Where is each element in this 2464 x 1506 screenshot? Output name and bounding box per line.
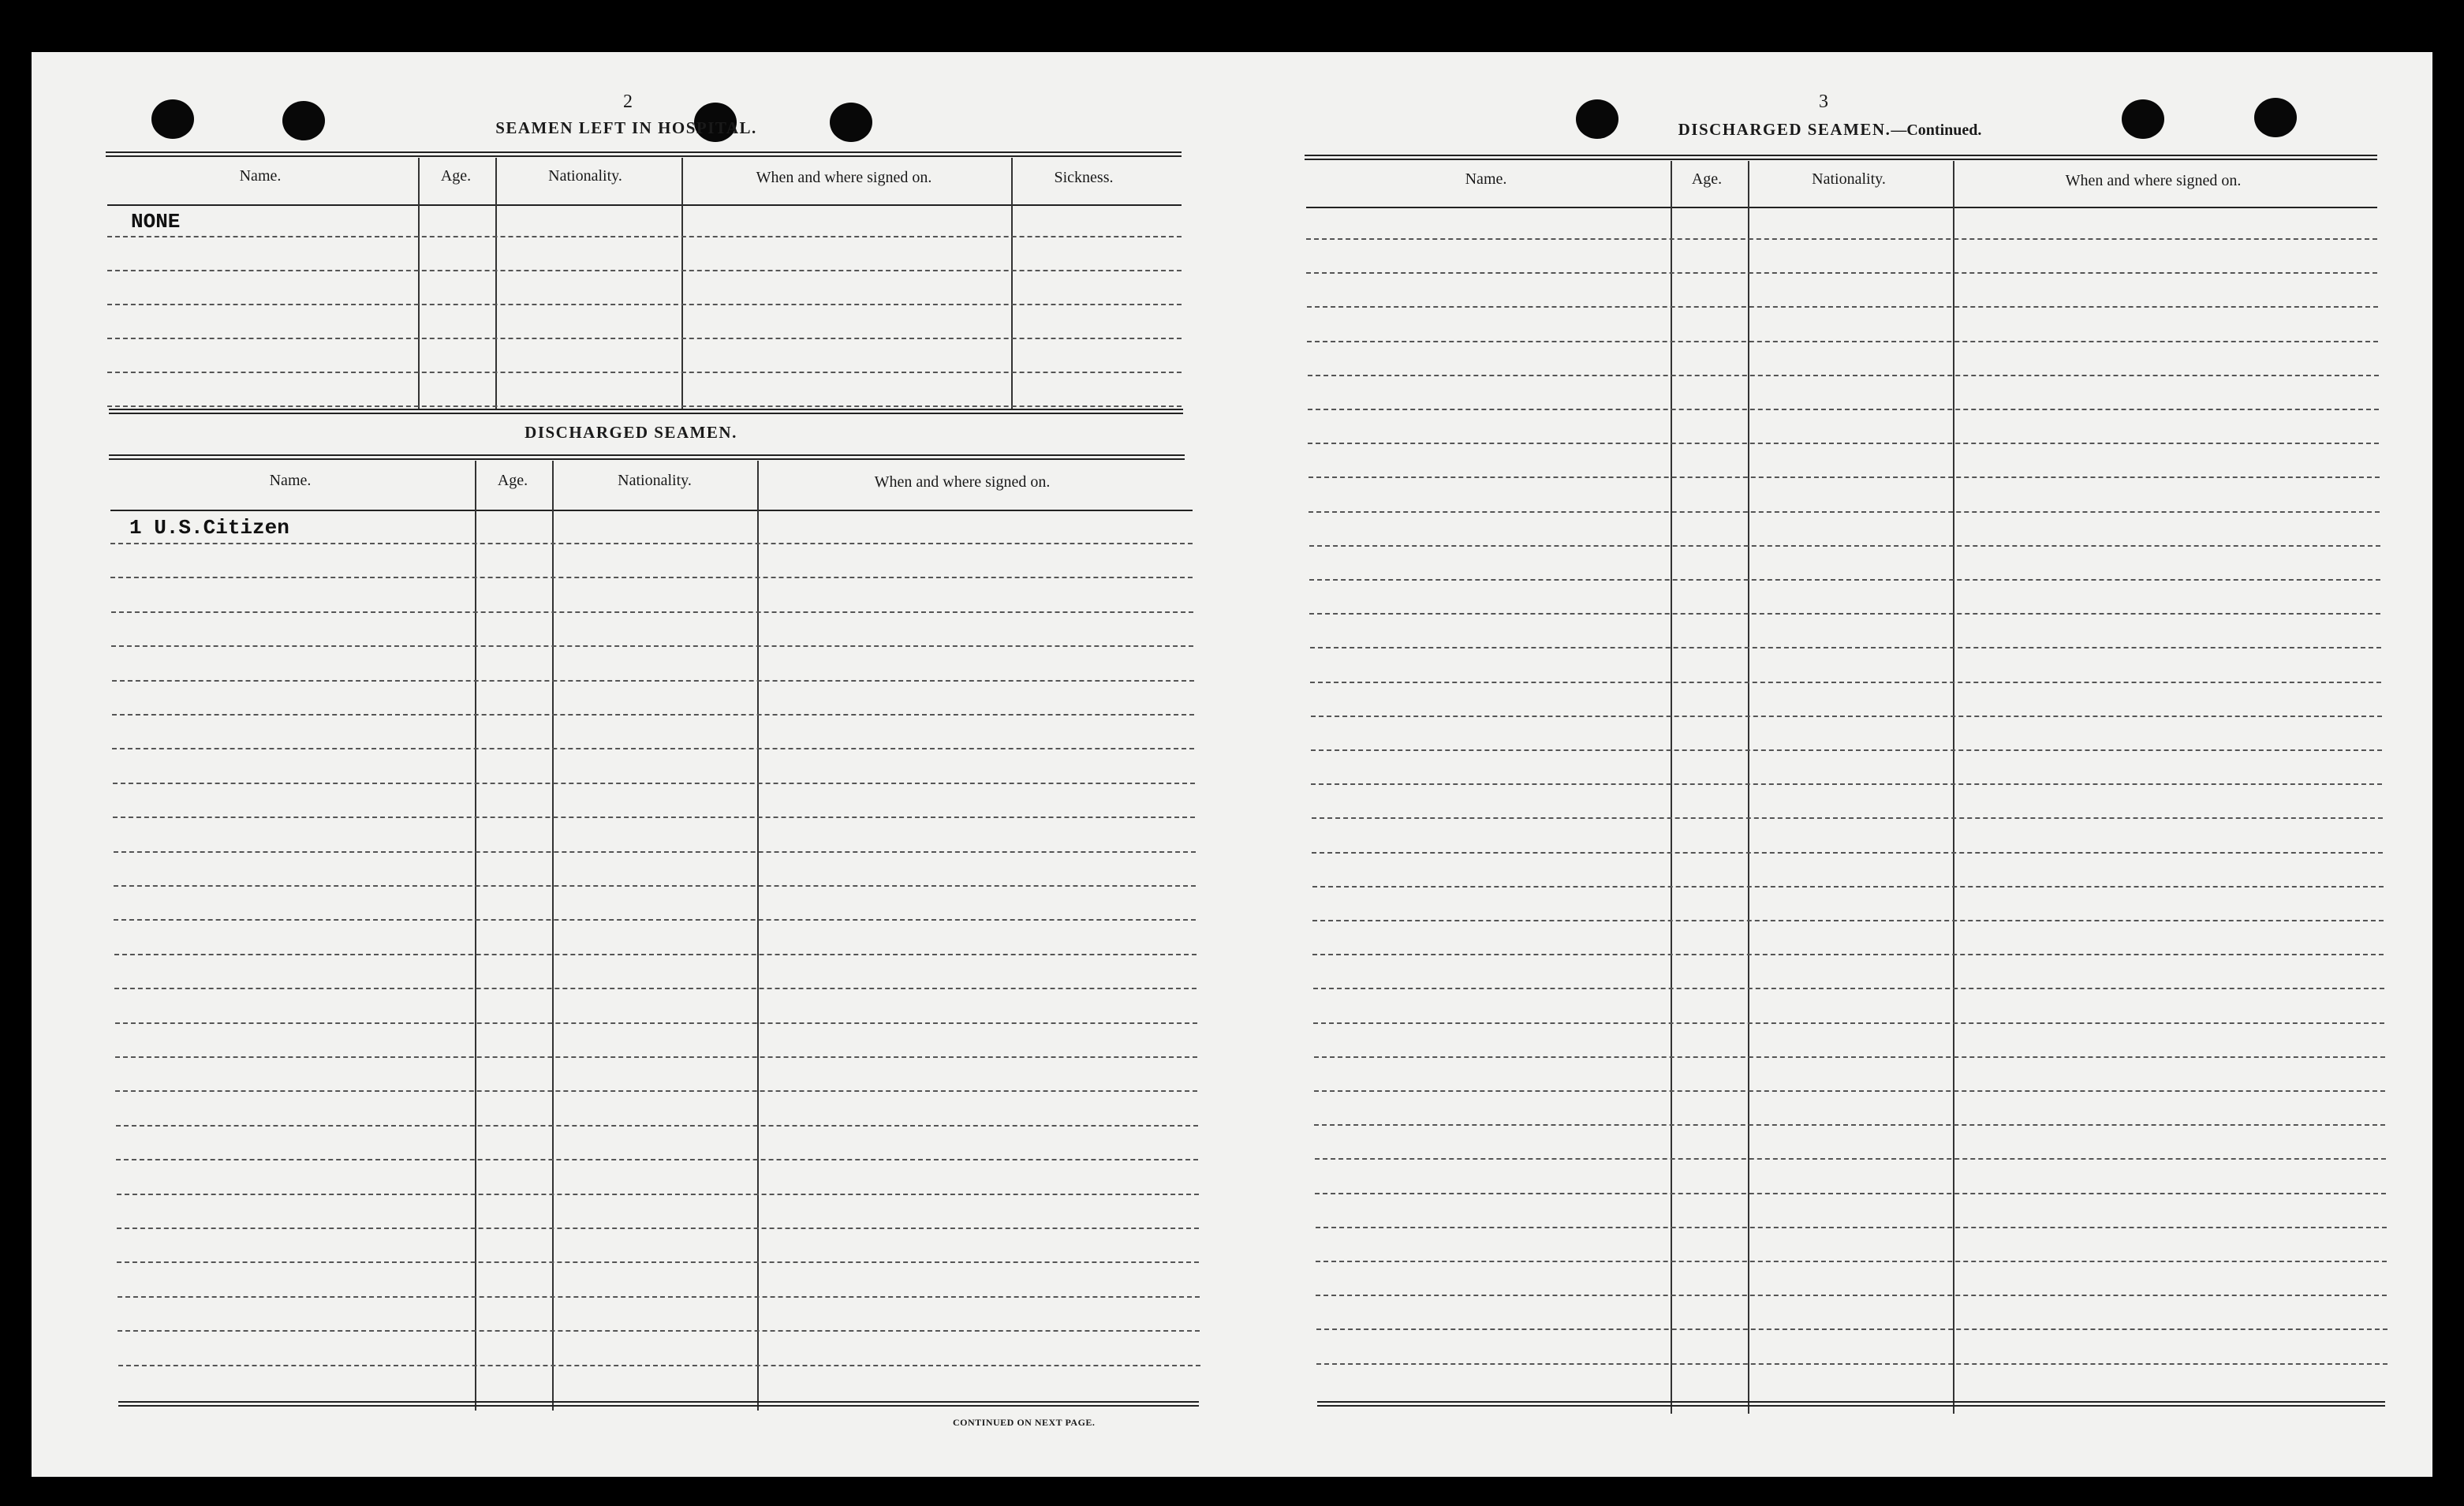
discharged-col-nationality: Nationality. <box>618 472 692 489</box>
discharged-header-rule <box>110 510 1193 511</box>
right-bottom-rule <box>1317 1401 2385 1407</box>
discharged-bottom-rule <box>118 1401 1199 1407</box>
right-col-nationality: Nationality. <box>1812 170 1886 188</box>
ruled-row-line <box>115 1022 1197 1024</box>
hospital-col-nationality: Nationality. <box>548 167 622 185</box>
ruled-row-line <box>1316 1227 2387 1228</box>
ruled-row-line <box>1310 647 2381 648</box>
discharged-section-title: DISCHARGED SEAMEN. <box>525 423 737 442</box>
discharged-top-rule <box>109 454 1185 460</box>
right-col-signed-on: When and where signed on. <box>2065 172 2242 189</box>
ruled-row-line <box>1312 852 2383 854</box>
right-col-divider <box>1748 161 1749 1414</box>
punch-hole <box>830 103 872 142</box>
ruled-row-line <box>112 680 1194 682</box>
hospital-entry-name: NONE <box>131 210 181 234</box>
left-page-number: 2 <box>623 92 633 112</box>
ruled-row-line <box>1307 341 2378 342</box>
ruled-row-line <box>1316 1328 2387 1330</box>
ruled-row-line <box>112 714 1194 716</box>
hospital-col-signed-on: When and where signed on. <box>756 169 932 186</box>
ruled-row-line <box>1308 409 2379 410</box>
right-top-rule <box>1305 155 2377 160</box>
punch-hole <box>2254 98 2297 137</box>
hospital-section-title: SEAMEN LEFT IN HOSPITAL. <box>495 118 757 137</box>
right-title-continued: —Continued. <box>1891 121 1982 139</box>
ruled-row-line <box>117 1261 1199 1263</box>
right-header-rule <box>1306 207 2377 208</box>
ruled-row-line <box>1314 1056 2385 1058</box>
ruled-row-line <box>114 919 1196 921</box>
right-title-main: DISCHARGED SEAMEN. <box>1678 120 1891 139</box>
ruled-row-line <box>115 1090 1197 1092</box>
ruled-row-line <box>1312 817 2383 819</box>
right-col-divider <box>1953 161 1954 1414</box>
hospital-col-name: Name. <box>239 167 282 185</box>
ruled-row-line <box>1316 1261 2387 1262</box>
punch-hole <box>1576 99 1618 139</box>
ruled-row-line <box>1312 954 2384 955</box>
discharged-col-divider <box>475 461 476 1411</box>
ruled-row-line <box>114 988 1197 989</box>
ruled-row-line <box>1309 579 2380 581</box>
hospital-row-line <box>107 270 1182 271</box>
ruled-row-line <box>1312 920 2384 921</box>
ruled-row-line <box>114 885 1196 887</box>
ruled-row-line <box>1314 1090 2385 1092</box>
ruled-row-line <box>118 1330 1200 1332</box>
discharged-col-name: Name. <box>269 472 312 489</box>
discharged-col-divider <box>757 461 759 1411</box>
hospital-col-age: Age. <box>440 167 472 185</box>
ruled-row-line <box>111 645 1193 647</box>
ruled-row-line <box>114 851 1196 853</box>
ruled-row-line <box>1306 238 2377 240</box>
ruled-row-line <box>118 1296 1200 1298</box>
ruled-row-line <box>117 1228 1199 1229</box>
right-page-number: 3 <box>1819 92 1828 112</box>
ruled-row-line <box>1315 1193 2386 1194</box>
punch-hole <box>151 99 194 139</box>
hospital-row-line <box>107 405 1182 407</box>
ruled-row-line <box>118 1365 1200 1366</box>
ruled-row-line <box>1311 783 2382 785</box>
ruled-row-line <box>113 817 1195 818</box>
ruled-row-line <box>115 1056 1197 1058</box>
hospital-row-line <box>107 304 1182 305</box>
ruled-row-line <box>1310 682 2381 683</box>
right-col-name: Name. <box>1465 170 1507 188</box>
ruled-row-line <box>117 1194 1199 1195</box>
ruled-row-line <box>1314 1124 2385 1126</box>
ruled-row-line <box>116 1159 1198 1160</box>
hospital-bottom-rule <box>109 409 1183 414</box>
ruled-row-line <box>1309 613 2380 615</box>
discharged-col-signed-on: When and where signed on. <box>874 473 1051 491</box>
ruled-row-line <box>1316 1363 2387 1365</box>
document-sheet <box>32 52 2432 1477</box>
punch-hole <box>2122 99 2164 139</box>
right-col-age: Age. <box>1691 170 1723 188</box>
ruled-row-line <box>111 611 1193 613</box>
ruled-row-line <box>1311 716 2382 717</box>
ruled-row-line <box>1308 443 2379 444</box>
ruled-row-line <box>1313 988 2384 989</box>
ruled-row-line <box>1311 749 2382 751</box>
ruled-row-line <box>116 1125 1198 1127</box>
ruled-row-line <box>1313 1022 2384 1024</box>
ruled-row-line <box>1312 886 2384 888</box>
hospital-top-rule <box>106 151 1182 157</box>
ruled-row-line <box>1307 306 2378 308</box>
hospital-row-line <box>107 236 1182 237</box>
ruled-row-line <box>112 748 1194 749</box>
discharged-col-age: Age. <box>497 472 528 489</box>
hospital-row-line <box>107 372 1182 373</box>
ruled-row-line <box>1309 545 2380 547</box>
right-col-divider <box>1671 161 1672 1414</box>
continued-note: CONTINUED ON NEXT PAGE. <box>953 1417 1096 1428</box>
hospital-col-sickness: Sickness. <box>1054 169 1114 186</box>
punch-hole <box>282 101 325 140</box>
ruled-row-line <box>1315 1158 2386 1160</box>
discharged-entry-name: 1 U.S.Citizen <box>129 516 289 540</box>
ruled-row-line <box>1306 272 2377 274</box>
ruled-row-line <box>1309 476 2380 478</box>
ruled-row-line <box>1316 1295 2387 1296</box>
ruled-row-line <box>1308 375 2379 376</box>
ruled-row-line <box>1309 511 2380 513</box>
ruled-row-line <box>113 783 1195 784</box>
ruled-row-line <box>114 954 1197 955</box>
ruled-row-line <box>110 577 1193 578</box>
right-section-title <box>1678 120 1982 140</box>
hospital-row-line <box>107 338 1182 339</box>
discharged-col-divider <box>552 461 554 1411</box>
ruled-row-line <box>110 543 1193 544</box>
hospital-header-rule <box>107 204 1182 206</box>
